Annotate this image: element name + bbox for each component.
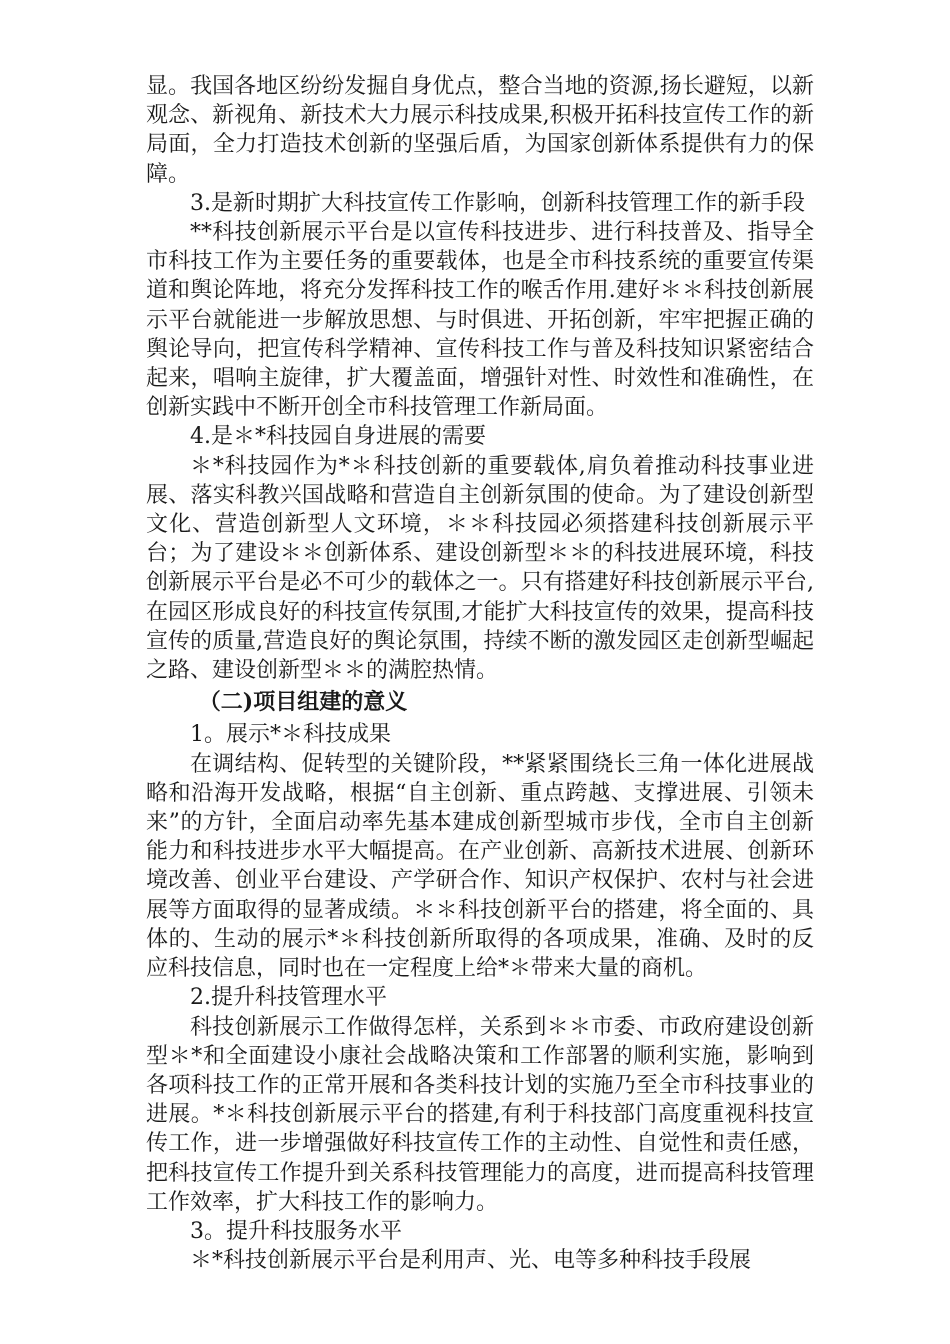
document-body <box>146 72 814 1275</box>
paragraph-platform-role: **科技创新展示平台是以宣传科技进步、进行科技普及、指导全市科技工作为主要任务的重要载体，也是全市科技系统的重要宣传渠道和舆论阵地，将充分发挥科技工作的喉舌作用.建好＊＊科技创新展示平台就能进一步解放思想、与时俱进、开拓创新，牢牢把握正确的舆论导向，把宣传科学精神、宣传科技工作与普及科技知识紧密结合起来，唱响主旋律，扩大覆盖面，增强针对性、时效性和准确性，在创新实践中不断开创全市科技管理工作新局面。 <box>146 220 814 421</box>
section-heading-significance: （二)项目组建的意义 <box>198 689 408 716</box>
subheading-item-3: 3.是新时期扩大科技宣传工作影响，创新科技管理工作的新手段 <box>190 190 805 216</box>
paragraph-continuation: 显。我国各地区纷纷发掘自身优点，整合当地的资源,扬长避短，以新观念、新视角、新技术大力展示科技成果,积极开拓科技宣传工作的新局面，全力打造技术创新的坚强后盾，为国家创新体系提供有力的保障。 <box>146 74 814 187</box>
paragraph-service-level: ＊*科技创新展示平台是利用声、光、电等多种科技手段展 <box>190 1248 752 1274</box>
subheading-service-level: 3。提升科技服务水平 <box>190 1218 402 1244</box>
subheading-item-4: 4.是＊*科技园自身进展的需要 <box>190 424 486 450</box>
paragraph-showcase-achievements: 在调结构、促转型的关键阶段，**紧紧围绕长三角一体化进展战略和沿海开发战略，根据“自主创新、重点跨越、支撑进展、引领未来”的方针，全面启动率先基本建成创新型城市步伐，全市自主创新能力和科技进步水平大幅提高。在产业创新、高新技术进展、创新环境改善、创业平台建设、产学研合作、知识产权保护、农村与社会进展等方面取得的显著成绩。＊＊科技创新平台的搭建，将全面的、具体的、生动的展示*＊科技创新所取得的各项成果，准确、及时的反应科技信息，同时也在一定程度上给*＊带来大量的商机。 <box>146 751 814 982</box>
paragraph-science-park: ＊*科技园作为*＊科技创新的重要载体,肩负着推动科技事业进展、落实科教兴国战略和营造自主创新氛围的使命。为了建设创新型文化、营造创新型人文环境，＊＊科技园必须搭建科技创新展示平台；为了建设＊＊创新体系、建设创新型＊＊的科技进展环境，科技创新展示平台是必不可少的载体之一。只有搭建好科技创新展示平台,在园区形成良好的科技宣传氛围,才能扩大科技宣传的效果，提高科技宣传的质量,营造良好的舆论氛围，持续不断的激发园区走创新型崛起之路、建设创新型＊＊的满腔热情。 <box>146 453 814 684</box>
paragraph-management-level: 科技创新展示工作做得怎样，关系到＊＊市委、市政府建设创新型＊*和全面建设小康社会战略决策和工作部署的顺利实施，影响到各项科技工作的正常开展和各类科技计划的实施乃至全市科技事业的进展。*＊科技创新展示平台的搭建,有利于科技部门高度重视科技宣传工作，进一步增强做好科技宣传工作的主动性、自觉性和责任感，把科技宣传工作提升到关系科技管理能力的高度，进而提高科技管理工作效率，扩大科技工作的影响力。 <box>146 1014 814 1215</box>
subheading-showcase-achievements: 1。展示*＊科技成果 <box>190 722 391 748</box>
subheading-management-level: 2.提升科技管理水平 <box>190 985 387 1011</box>
